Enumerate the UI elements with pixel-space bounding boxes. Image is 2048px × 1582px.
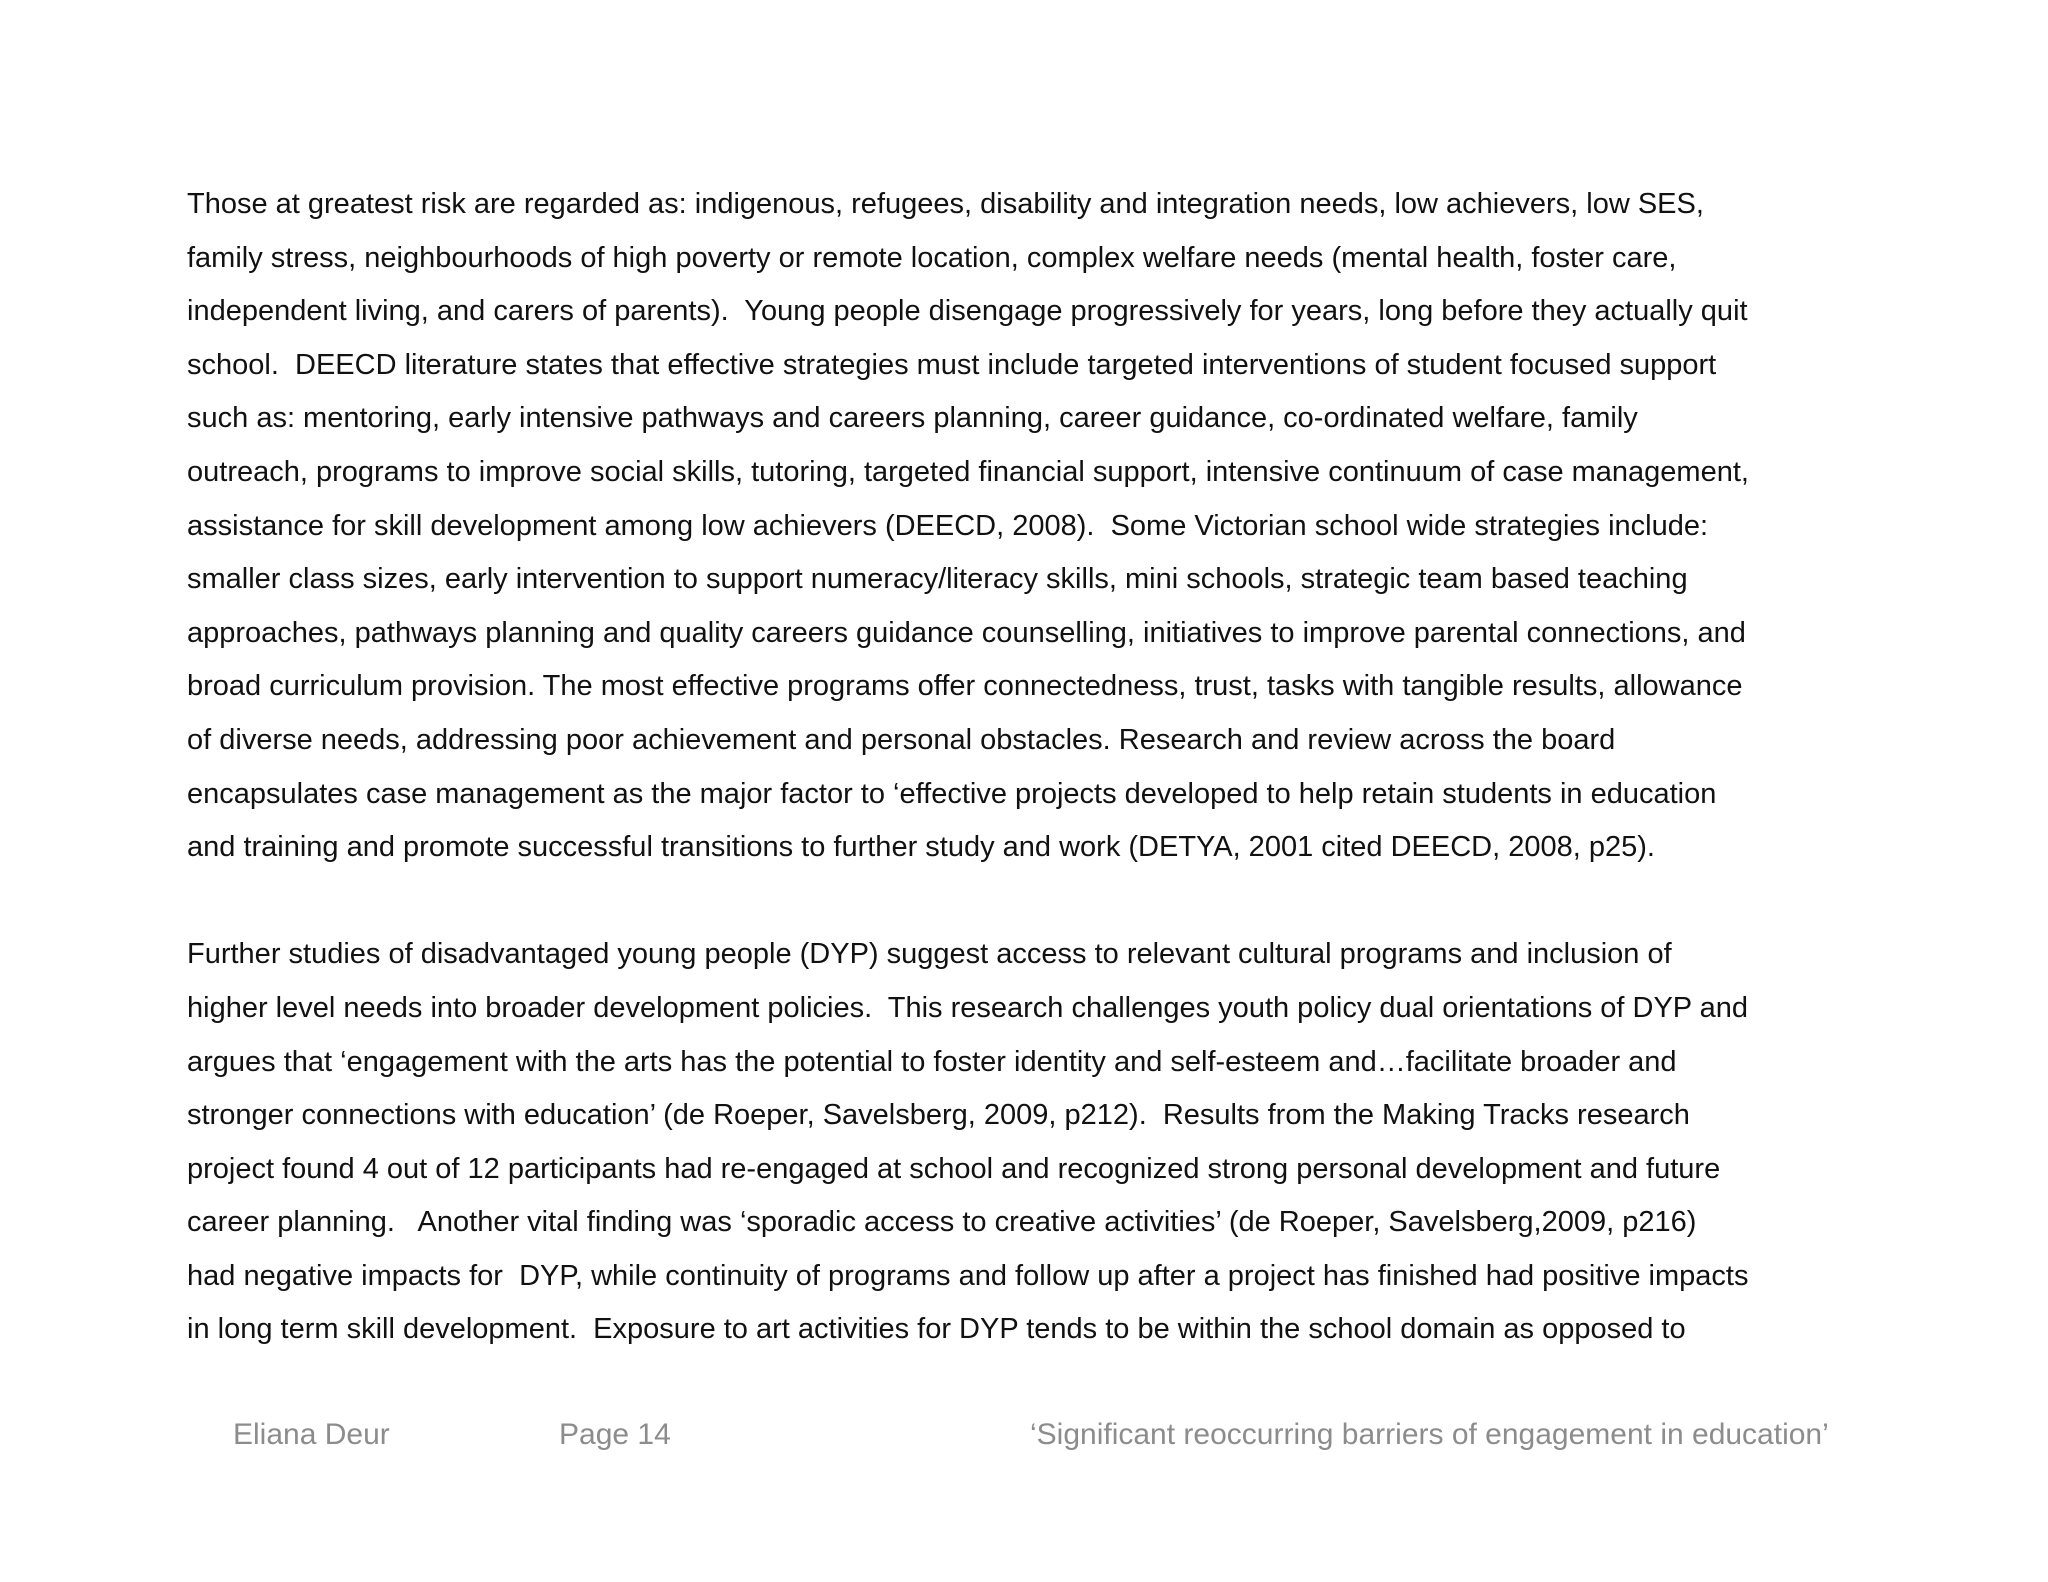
footer-page-number: Page 14 — [559, 1418, 671, 1451]
text-line: had negative impacts for DYP, while continuity of programs and follow up after a project has finished had positive impacts — [187, 1259, 1749, 1292]
text-line: family stress, neighbourhoods of high poverty or remote location, complex welfare needs (mental health, foster care, — [187, 241, 1677, 274]
text-line: project found 4 out of 12 participants had re-engaged at school and recognized strong personal development and future — [187, 1152, 1721, 1185]
text-line: assistance for skill development among low achievers (DEECD, 2008). Some Victorian school wide strategies include: — [187, 509, 1709, 542]
text-line: independent living, and carers of parents). Young people disengage progressively for years, long before they actually quit — [187, 295, 1748, 328]
text-line: higher level needs into broader development policies. This research challenges youth policy dual orientations of DYP and — [187, 991, 1749, 1024]
text-line: outreach, programs to improve social skills, tutoring, targeted financial support, intensive continuum of case management, — [187, 455, 1749, 488]
text-line: broad curriculum provision. The most effective programs offer connectedness, trust, tasks with tangible results, allowance — [187, 670, 1743, 703]
body-text — [187, 178, 1887, 1357]
text-line: of diverse needs, addressing poor achievement and personal obstacles. Research and review across the board — [187, 723, 1616, 756]
text-line: approaches, pathways planning and quality careers guidance counselling, initiatives to improve parental connections, and — [187, 616, 1746, 649]
text-line: such as: mentoring, early intensive pathways and careers planning, career guidance, co-ordinated welfare, family — [187, 402, 1638, 435]
paragraph-2 — [187, 928, 1887, 1357]
text-line: stronger connections with education’ (de Roeper, Savelsberg, 2009, p212). Results from the Making Tracks research — [187, 1099, 1690, 1132]
footer-author: Eliana Deur — [233, 1418, 390, 1451]
text-line: and training and promote successful transitions to further study and work (DETYA, 2001 cited DEECD, 2008, p25). — [187, 831, 1655, 864]
footer-document-title: ‘Significant reoccurring barriers of engagement in education’ — [1030, 1418, 1829, 1451]
paragraph-spacer — [187, 875, 1887, 929]
text-line: argues that ‘engagement with the arts has the potential to foster identity and self-esteem and…facilitate broader and — [187, 1045, 1677, 1078]
text-line: smaller class sizes, early intervention to support numeracy/literacy skills, mini schools, strategic team based teaching — [187, 563, 1688, 596]
text-line: Those at greatest risk are regarded as: indigenous, refugees, disability and integration needs, low achievers, low SES, — [187, 188, 1704, 220]
text-line: encapsulates case management as the major factor to ‘effective projects developed to help retain students in education — [187, 777, 1717, 810]
page-footer — [0, 1418, 2048, 1468]
text-line: Further studies of disadvantaged young people (DYP) suggest access to relevant cultural programs and inclusion of — [187, 938, 1672, 971]
paragraph-1 — [187, 178, 1887, 875]
text-line: in long term skill development. Exposure to art activities for DYP tends to be within the school domain as opposed to — [187, 1313, 1686, 1346]
text-line: school. DEECD literature states that effective strategies must include targeted interventions of student focused support — [187, 348, 1717, 381]
text-line: career planning. Another vital finding was ‘sporadic access to creative activities’ (de Roeper, Savelsberg,2009, p216) — [187, 1206, 1697, 1239]
